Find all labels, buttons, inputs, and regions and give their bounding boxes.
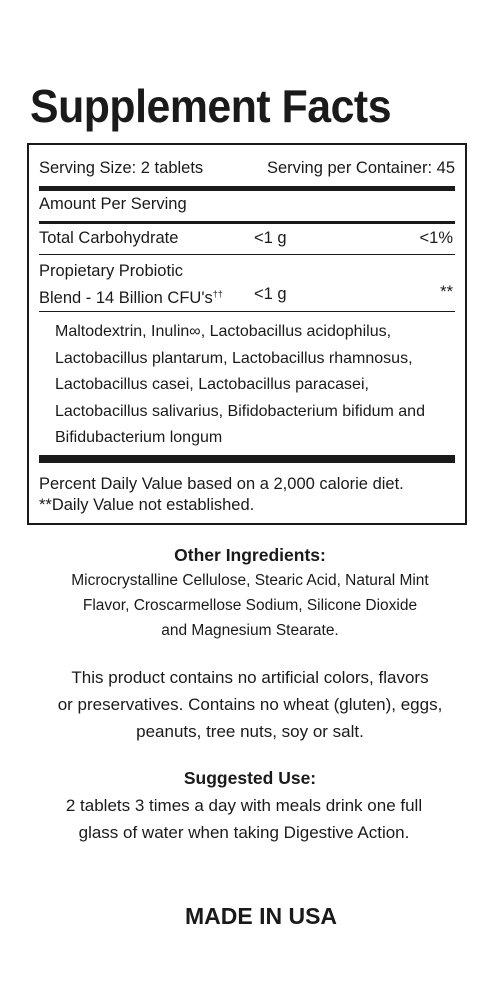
ingredient-line: Bifidubacterium longum [55, 429, 223, 446]
statement-line: or preservatives. Contains no wheat (gluten), eggs, [57, 695, 443, 714]
supplement-facts-title: Supplement Facts [30, 80, 392, 132]
other-ingredients-line: Flavor, Croscarmellose Sodium, Silicone Dioxide [82, 597, 418, 614]
footnote-marker: †† [212, 289, 223, 299]
allergen-statement [0, 664, 500, 745]
made-in-usa: MADE IN USA [184, 903, 338, 929]
footnote-daily-value: Percent Daily Value based on a 2,000 calorie diet. [39, 475, 404, 493]
nutrient-amount: <1 g [254, 285, 287, 303]
other-ingredients-heading: Other Ingredients: [174, 545, 326, 565]
other-ingredients-text [0, 568, 500, 643]
thin-divider [39, 311, 455, 312]
ingredient-line: Lactobacillus casei, Lactobacillus paracasei, [55, 376, 369, 393]
ingredient-line: Maltodextrin, Inulin∞, Lactobacillus acidophilus, [55, 323, 392, 340]
blend-ingredients [55, 319, 453, 452]
thick-divider [39, 186, 455, 191]
servings-per-container: Serving per Container: 45 [266, 159, 455, 177]
statement-line: peanuts, tree nuts, soy or salt. [136, 722, 364, 741]
nutrient-daily-value: <1% [419, 229, 453, 247]
other-ingredients-line: and Magnesium Stearate. [161, 622, 339, 639]
nutrient-name-line2: Blend - 14 Billion CFU's†† [39, 289, 223, 307]
footnote-not-established: **Daily Value not established. [39, 496, 255, 514]
footnotes [39, 474, 455, 516]
thin-divider [39, 254, 455, 255]
nutrient-row-carbohydrate [39, 229, 455, 248]
suggested-use-heading: Suggested Use: [183, 768, 317, 788]
nutrient-amount: <1 g [254, 229, 287, 247]
suggested-use-line: glass of water when taking Digestive Action. [78, 823, 410, 842]
nutrient-daily-value: ** [440, 283, 453, 301]
statement-line: This product contains no artificial colors, flavors [71, 668, 429, 687]
supplement-facts-panel [27, 143, 467, 525]
amount-per-serving: Amount Per Serving [39, 195, 187, 213]
ingredient-line: Lactobacillus plantarum, Lactobacillus rhamnosus, [55, 349, 413, 367]
nutrient-name: Total Carbohydrate [39, 229, 179, 247]
ingredient-line: Lactobacillus salivarius, Bifidobacterium bifidum and [55, 402, 425, 420]
serving-size: Serving Size: 2 tablets [39, 159, 204, 177]
medium-divider [39, 221, 455, 224]
other-ingredients-line: Microcrystalline Cellulose, Stearic Acid, Natural Mint [71, 572, 429, 589]
suggested-use-text [0, 792, 494, 846]
thick-divider-bottom [39, 455, 455, 463]
serving-row [39, 159, 455, 178]
suggested-use-line: 2 tablets 3 times a day with meals drink one full [65, 796, 423, 815]
nutrient-row-probiotic-blend [39, 260, 455, 310]
nutrient-name-line1: Propietary Probiotic [39, 262, 183, 280]
